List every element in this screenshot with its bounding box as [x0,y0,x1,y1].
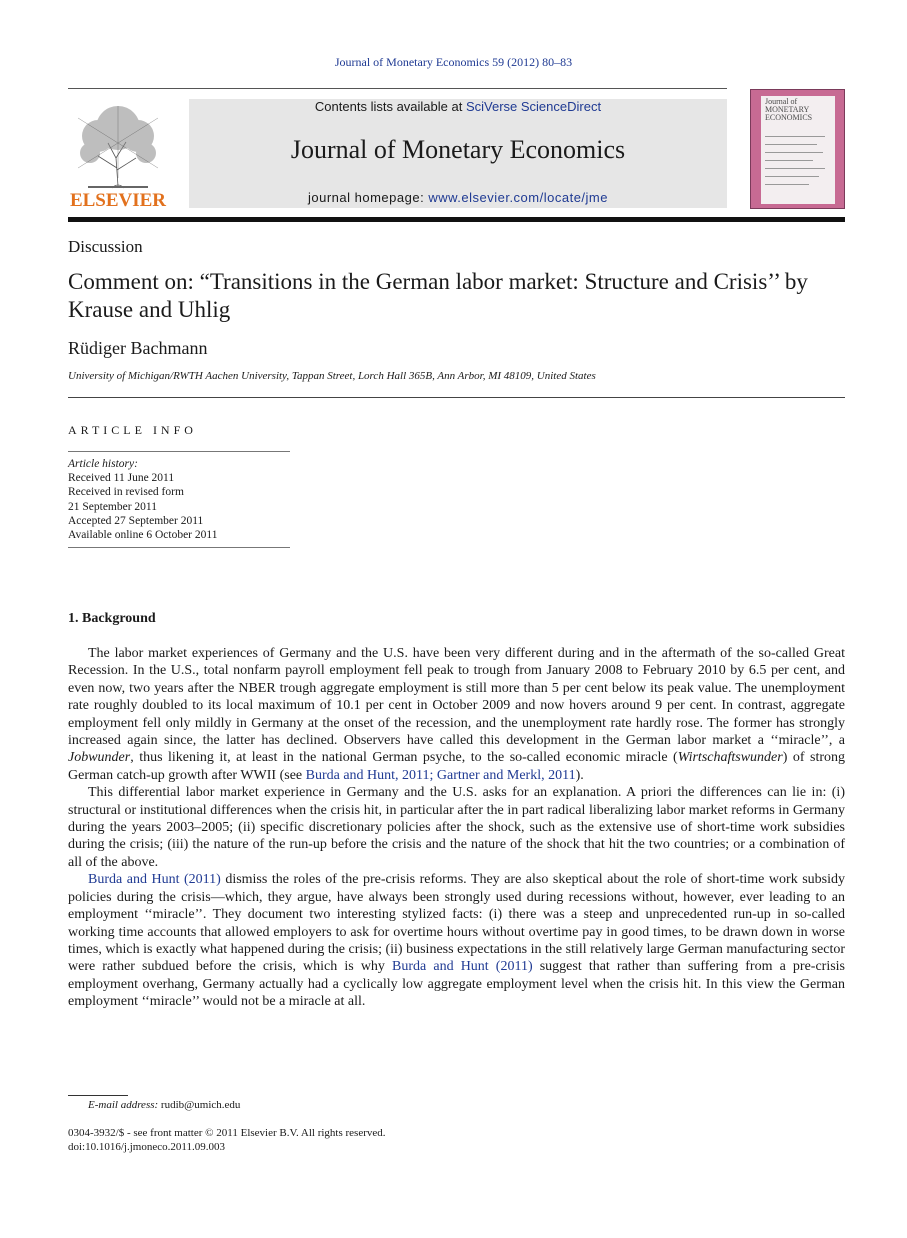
homepage-prefix: journal homepage: [308,190,429,205]
paragraph: This differential labor market experience in Germany and the U.S. asks for an explanation. A priori the differences can lie in: (i) structural or institutional differences when the crisis hit, in particular after the in part radical liberalizing labor market reforms in Germany during the years 2003–2005; (ii) specific discretionary policies after the shock, such as the extensive use of short-time work subsidies during the crisis; (iii) the nature of the run-up before the crisis and the nature of the shock that hit the two countries; or a combination of all of the above. [68,785,845,870]
running-head[interactable]: Journal of Monetary Economics 59 (2012) 80–83 [334,55,573,69]
cover-line [765,184,809,185]
masthead-box [189,99,727,208]
cover-line [765,160,813,161]
article-title: Comment on: “Transitions in the German labor market: Structure and Crisis’’ by Krause and Uhlig [68,269,808,322]
history-entry: Received 11 June 2011 [68,472,175,485]
text-run: suggest that rather than suffering from a pre-crisis employment overhang, Germany actually had a cyclically low aggregate employment level when the crisis hit. In this view the German employment ‘‘miracle’’ would not be a miracle at all. [68,959,846,1010]
masthead-thick-rule [68,217,845,222]
sciencedirect-link[interactable]: SciVerse ScienceDirect [465,99,602,114]
homepage-link[interactable]: www.elsevier.com/locate/jme [428,190,608,205]
citation-link[interactable]: Burda and Hunt, 2011; Gartner and Merkl, 2011 [305,767,576,783]
text-run: , thus likening it, at least in the national German psyche, to the so-called economic miracle ( [130,750,678,766]
history-label: Article history: [68,458,138,470]
masthead-top-rule [68,88,727,89]
text-run: dismiss the roles of the pre-crisis reforms. They are also skeptical about the role of short-time work subsidy policies during the crisis—which, they argue, have always been strongly used during recessions without, however, ever leading to an employment ‘‘miracle’’. They document two interesting stylized facts: (i) there was a steep and unprecedented run-up in so-called working time accounts that allowed employers to ask for overtime hours without overtime pay in good times, to be drawn down in worse times, which is exactly what happened during the crisis; (ii) business expectations in the still relatively large German manufacturing sector were rather subdued before the crisis, which is why [68,872,845,975]
cover-line [765,176,819,177]
paragraph [68,645,845,784]
contents-line [189,99,727,114]
article-info-heading: ARTICLE INFO [68,423,197,437]
author-affiliation: University of Michigan/RWTH Aachen University, Tappan Street, Lorch Hall 365B, Ann Arbor, MI 48109, United States [68,370,596,382]
email-address: rudib@umich.edu [158,1099,241,1111]
text-run-italic: Wirtschaftswunder [677,750,783,766]
cover-line [765,144,817,145]
email-label: E-mail address: [88,1099,159,1111]
history-entry: Accepted 27 September 2011 [68,514,204,527]
section-heading: 1. Background [68,611,156,626]
footnote-rule [68,1095,128,1096]
publisher-wordmark: ELSEVIER [69,190,167,211]
journal-title: Journal of Monetary Economics [290,135,626,164]
article-history [68,457,217,542]
paragraph [68,871,845,1010]
footnote-email [88,1099,240,1111]
citation-link[interactable]: Burda and Hunt (2011) [392,959,533,975]
contents-prefix: Contents lists available at [314,99,466,114]
article-type: Discussion [68,237,143,256]
cover-line [765,168,825,169]
journal-cover-thumbnail [750,89,845,209]
homepage-line [189,190,727,205]
text-run: ) of strong German catch-up growth after WWII (see [68,750,845,783]
text-run: The labor market experiences of Germany and the U.S. have been very different during and in the aftermath of the so-called Great Recession. In the U.S., total nonfarm payroll employment fell peak to trough from January 2008 to February 2010 by 6.5 per cent, and even now, two years after the NBER trough aggregate employment is still more than 5 per cent below its peak value. The unemployment rate roughly doubled to its local maximum of 10.1 per cent in October 2009 and now hovers around 9 per cent. In contrast, aggregate employment fell only mildly in Germany at the onset of the recession, and the unemployment rate hardly rose. The former has strongly increased again since, the latter has declined. Observers have called this development in the German labor market a ‘‘miracle’’, a [68,646,845,749]
citation-link[interactable]: Burda and Hunt (2011) [88,872,221,888]
author-name: Rüdiger Bachmann [68,338,208,358]
header-divider [68,397,845,398]
copyright-line: 0304-3932/$ - see front matter © 2011 Elsevier B.V. All rights reserved. [68,1127,386,1139]
history-entry: Available online 6 October 2011 [68,529,218,542]
history-entry: 21 September 2011 [68,500,158,513]
article-info-rule-bottom [68,547,290,548]
text-run-italic: Jobwunder [68,750,131,766]
cover-title: Journal of MONETARY ECONOMICS [765,97,813,122]
cover-line [765,136,825,137]
doi-line: doi:10.1016/j.jmoneco.2011.09.003 [68,1141,225,1153]
copyright-block [68,1126,386,1154]
body-text [68,645,845,1011]
cover-line [765,152,823,153]
article-info-rule-top [68,451,290,452]
text-run: ). [575,767,584,783]
history-entry: Received in revised form [68,486,184,499]
